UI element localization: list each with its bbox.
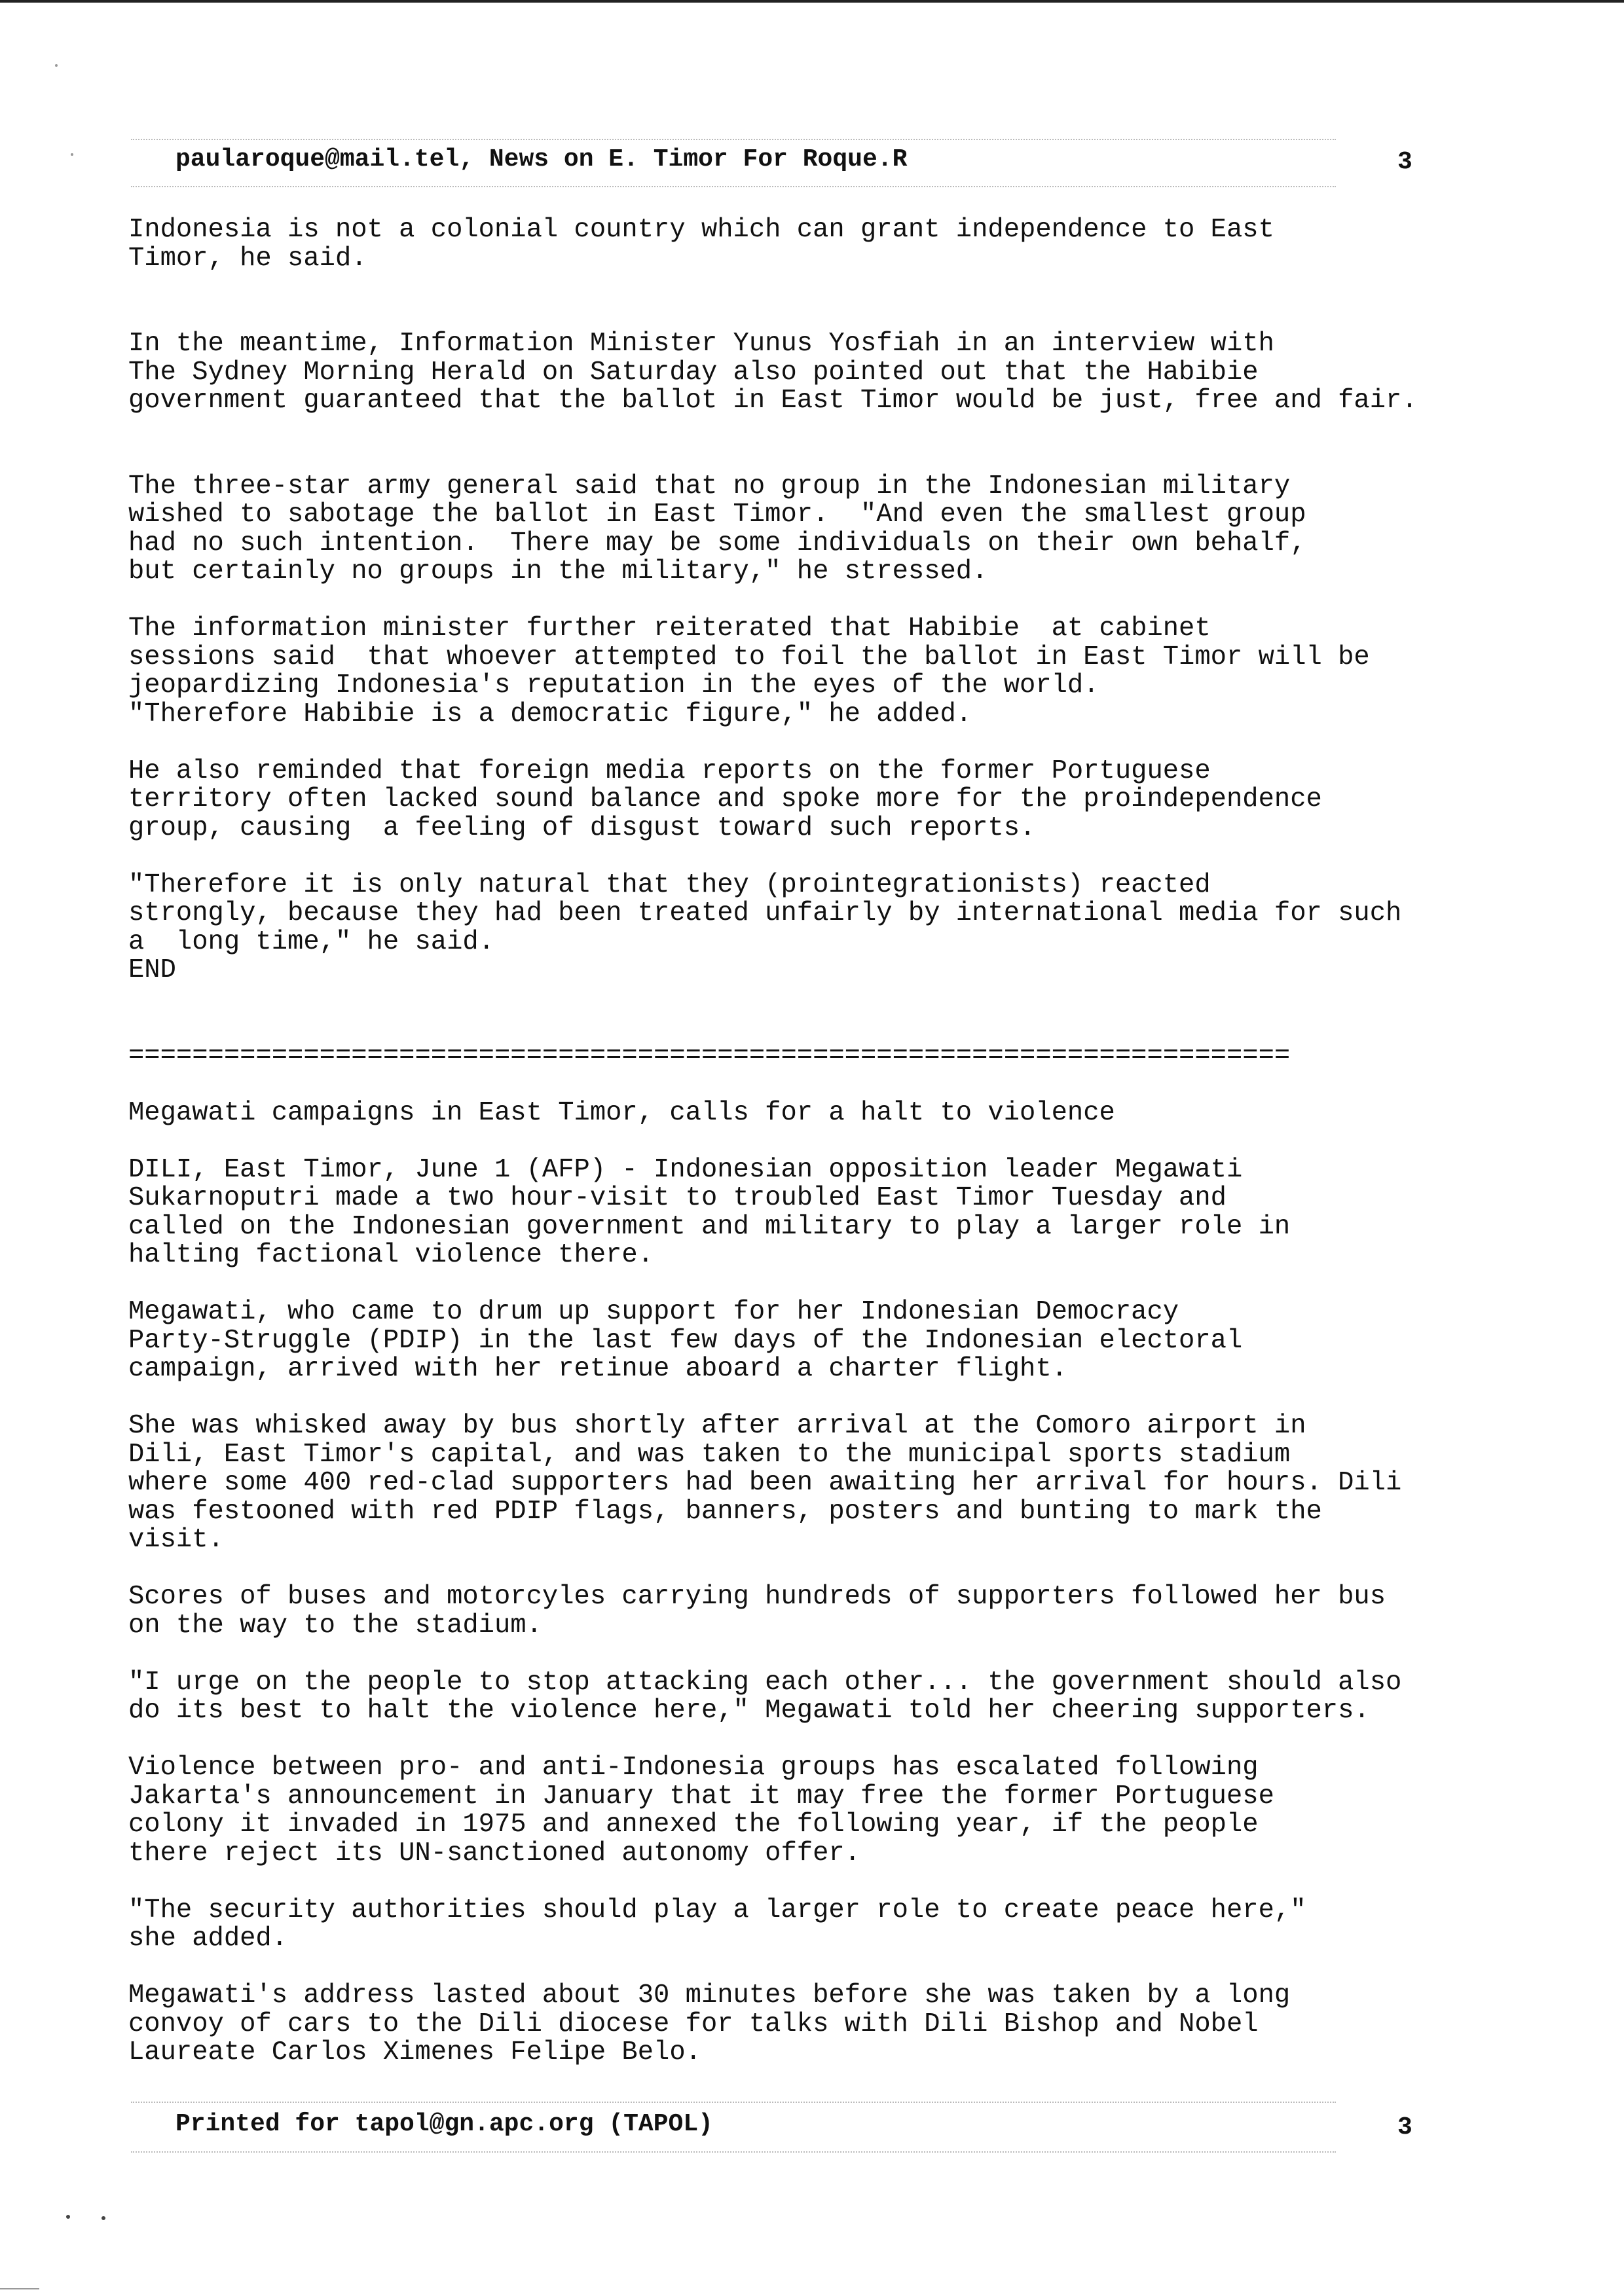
paragraph: Megawati's address lasted about 30 minutes before she was taken by a long convoy of cars to the Dili diocese for talks with Dili Bishop and Nobel Laureate Carlos Ximenes Felipe Belo. xyxy=(128,1980,1291,2068)
article-headline: Megawati campaigns in East Timor, calls for a halt to violence xyxy=(128,1097,1115,1128)
paragraph: DILI, East Timor, June 1 (AFP) - Indonesian opposition leader Megawati Sukarnoputri made a two hour-visit to troubled East Timor Tuesday and called on the Indonesian government and military to play a larger role in halting factional violence there. xyxy=(128,1154,1291,1270)
paragraph: "The security authorities should play a larger role to create peace here," she added. xyxy=(128,1895,1306,1954)
paragraph: The three-star army general said that no group in the Indonesian military wished to sabotage the ballot in East Timor. "And even the smallest group had no such intention. There may be some individuals on their own behalf, but certainly no groups in the military," he stressed. xyxy=(128,471,1306,587)
article-separator: ========================================================================= xyxy=(128,1040,1291,1071)
header-page-number: 3 xyxy=(1397,148,1412,176)
paragraph: Megawati, who came to drum up support for her Indonesian Democracy Party-Struggle (PDIP) in the last few days of the Indonesian electoral campaign, arrived with her retinue aboard a charter flight. xyxy=(128,1297,1243,1384)
paragraph: Scores of buses and motorcyles carrying hundreds of supporters followed her bus on the way to the stadium. xyxy=(128,1582,1386,1641)
page-header: paularoque@mail.tel, News on E. Timor For Roque.R xyxy=(175,145,908,173)
page-footer: Printed for tapol@gn.apc.org (TAPOL) xyxy=(175,2110,713,2138)
paragraph: She was whisked away by bus shortly after arrival at the Comoro airport in Dili, East Timor's capital, and was taken to the municipal sports stadium where some 400 red-clad supporters had been awaiting her arrival for hours. Dili was festooned with red PDIP flags, banners, posters and bunting to mark the visit. xyxy=(128,1411,1402,1555)
paragraph: In the meantime, Information Minister Yunus Yosfiah in an interview with The Sydney Morning Herald on Saturday also pointed out that the Habibie government guaranteed that the ballot in East Timor would be just, free and fair. xyxy=(128,329,1418,416)
footer-page-number: 3 xyxy=(1397,2113,1412,2141)
paragraph: "I urge on the people to stop attacking each other... the government should also do its best to halt the violence here," Megawati told her cheering supporters. xyxy=(128,1667,1402,1726)
paragraph: He also reminded that foreign media reports on the former Portuguese territory often lacked sound balance and spoke more for the proindependence group, causing a feeling of disgust toward such reports. xyxy=(128,756,1322,843)
paragraph: The information minister further reiterated that Habibie at cabinet sessions said that whoever attempted to foil the ballot in East Timor will be jeopardizing Indonesia's reputation in the eyes of the world. "Therefore Habibie is a democratic figure," he added. xyxy=(128,613,1370,729)
paragraph: Indonesia is not a colonial country which can grant independence to East Timor, he said. xyxy=(128,215,1274,274)
paragraph: "Therefore it is only natural that they (prointegrationists) reacted strongly, because they had been treated unfairly by international media for such a long time," he said. END xyxy=(128,869,1402,985)
paragraph: Violence between pro- and anti-Indonesia groups has escalated following Jakarta's announcement in January that it may free the former Portuguese colony it invaded in 1975 and annexed the following year, if the people there reject its UN-sanctioned autonomy offer. xyxy=(128,1753,1274,1868)
